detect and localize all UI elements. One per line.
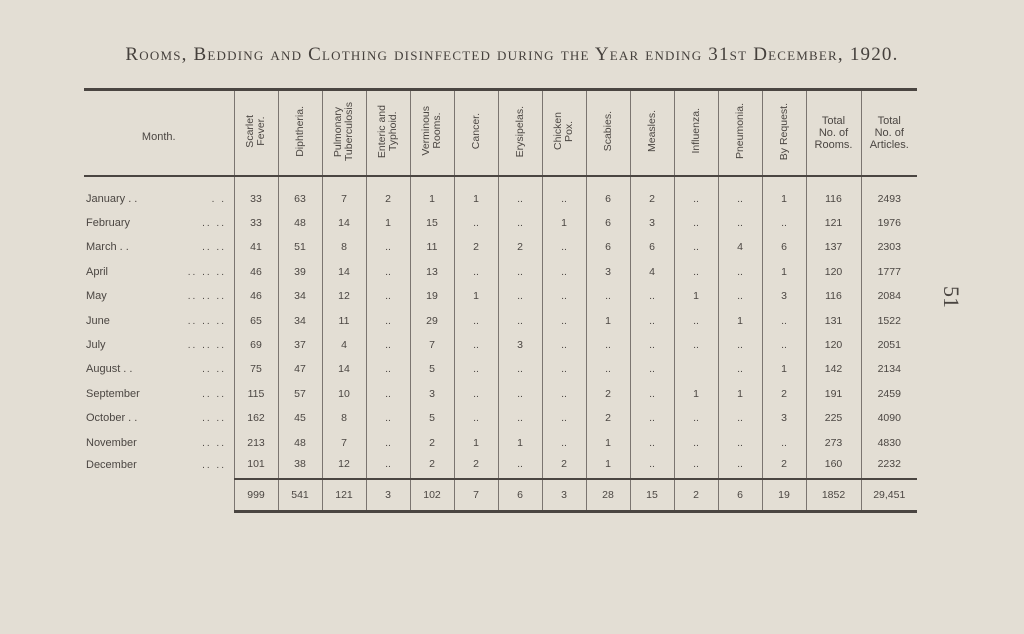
table-cell: 2 <box>586 382 630 406</box>
leader-dots: . . <box>211 193 226 205</box>
leader-dots: .. .. .. <box>187 266 226 278</box>
table-cell: .. <box>674 406 718 430</box>
table-cell: .. <box>718 357 762 381</box>
table-cell: 2 <box>410 455 454 479</box>
table-row <box>84 382 917 406</box>
table-cell: .. <box>674 187 718 211</box>
table-cell: 116 <box>806 187 861 211</box>
table-cell: 101 <box>234 455 278 479</box>
total-cell: 1852 <box>806 479 861 512</box>
month-cell <box>84 211 234 235</box>
month-name: August . . <box>86 363 133 376</box>
table-cell: 1976 <box>861 211 917 235</box>
table-cell: .. <box>366 406 410 430</box>
column-header-total-articles: Total No. of Articles. <box>861 90 917 176</box>
table-cell: .. <box>366 430 410 454</box>
table-cell: .. <box>630 357 674 381</box>
table-cell: 4 <box>322 333 366 357</box>
table-cell: .. <box>674 333 718 357</box>
table-cell: 1 <box>454 430 498 454</box>
table-cell: .. <box>630 430 674 454</box>
table-cell: 1522 <box>861 308 917 332</box>
table-cell: .. <box>674 308 718 332</box>
table-cell: 3 <box>630 211 674 235</box>
table-cell: 2232 <box>861 455 917 479</box>
table-cell: 7 <box>322 187 366 211</box>
table-cell: 213 <box>234 430 278 454</box>
table-cell: 1 <box>674 284 718 308</box>
column-header: Influenza. <box>674 90 718 176</box>
table-cell: .. <box>630 382 674 406</box>
table-cell: 3 <box>586 260 630 284</box>
month-name: March . . <box>86 241 129 254</box>
table-cell: .. <box>542 308 586 332</box>
table-cell: .. <box>542 333 586 357</box>
table-cell: 1 <box>762 187 806 211</box>
table-cell: 13 <box>410 260 454 284</box>
table-cell: 19 <box>410 284 454 308</box>
table-row <box>84 284 917 308</box>
table-cell: .. <box>498 406 542 430</box>
table-cell: .. <box>454 333 498 357</box>
table-cell: .. <box>718 455 762 479</box>
table-cell: .. <box>630 284 674 308</box>
table-cell: .. <box>366 308 410 332</box>
table-cell: .. <box>366 455 410 479</box>
table-cell: 2134 <box>861 357 917 381</box>
table-cell: 5 <box>410 357 454 381</box>
table-cell: .. <box>762 333 806 357</box>
table-cell: .. <box>762 430 806 454</box>
month-name: July <box>86 339 106 352</box>
table-row <box>84 406 917 430</box>
table-cell: .. <box>542 235 586 259</box>
table-cell: 39 <box>278 260 322 284</box>
table-cell: .. <box>454 406 498 430</box>
month-name: October . . <box>86 412 138 425</box>
table-cell: 46 <box>234 260 278 284</box>
column-header: Diphtheria. <box>278 90 322 176</box>
month-name: June <box>86 314 110 327</box>
table-cell: 48 <box>278 430 322 454</box>
table-cell: 2 <box>762 382 806 406</box>
table-cell: 6 <box>586 235 630 259</box>
table-cell: 2 <box>498 235 542 259</box>
table-cell: .. <box>454 211 498 235</box>
total-cell: 102 <box>410 479 454 512</box>
table-cell: 4830 <box>861 430 917 454</box>
month-name: May <box>86 290 107 303</box>
table-cell: .. <box>718 187 762 211</box>
total-cell: 2 <box>674 479 718 512</box>
table-cell: 142 <box>806 357 861 381</box>
total-cell: 999 <box>234 479 278 512</box>
table-cell: 8 <box>322 235 366 259</box>
table-cell: 2493 <box>861 187 917 211</box>
table-row <box>84 187 917 211</box>
page-title: Rooms, Bedding and Clothing disinfected during the Year ending 31st December, 1920. <box>125 44 899 65</box>
total-cell: 3 <box>542 479 586 512</box>
table-cell: .. <box>674 235 718 259</box>
table-cell: 5 <box>410 406 454 430</box>
table-cell: .. <box>542 260 586 284</box>
leader-dots: .. .. <box>202 413 226 425</box>
table-cell: .. <box>498 260 542 284</box>
column-header: Cancer. <box>454 90 498 176</box>
table-cell: 69 <box>234 333 278 357</box>
table-cell: 37 <box>278 333 322 357</box>
total-cell: 541 <box>278 479 322 512</box>
month-cell <box>84 284 234 308</box>
table-cell: 6 <box>630 235 674 259</box>
month-cell <box>84 430 234 454</box>
leader-dots: .. .. <box>202 364 226 376</box>
table-cell: 2 <box>586 406 630 430</box>
table-cell: 6 <box>586 187 630 211</box>
total-cell: 15 <box>630 479 674 512</box>
table-cell: .. <box>454 382 498 406</box>
table-cell: .. <box>454 260 498 284</box>
table-cell: 4090 <box>861 406 917 430</box>
table-cell: .. <box>498 211 542 235</box>
month-cell <box>84 455 234 479</box>
table-cell: 2459 <box>861 382 917 406</box>
table-cell: .. <box>366 235 410 259</box>
table-cell: .. <box>586 357 630 381</box>
table-cell: 45 <box>278 406 322 430</box>
table-cell: .. <box>718 211 762 235</box>
month-cell <box>84 260 234 284</box>
table-cell: .. <box>718 260 762 284</box>
table-cell: 1 <box>762 357 806 381</box>
leader-dots: .. .. <box>202 437 226 449</box>
table-cell: .. <box>674 455 718 479</box>
table-cell: 1 <box>410 187 454 211</box>
column-header: Measles. <box>630 90 674 176</box>
table-cell: 2 <box>630 187 674 211</box>
table-row <box>84 260 917 284</box>
table-row <box>84 430 917 454</box>
table-cell: 2 <box>410 430 454 454</box>
month-cell <box>84 235 234 259</box>
leader-dots: .. .. <box>202 242 226 254</box>
table-cell: .. <box>762 211 806 235</box>
table-row <box>84 357 917 381</box>
total-cell: 28 <box>586 479 630 512</box>
table-cell: 6 <box>762 235 806 259</box>
table-cell: 14 <box>322 260 366 284</box>
table-cell: .. <box>542 187 586 211</box>
table-cell: 160 <box>806 455 861 479</box>
column-header: Chicken Pox. <box>542 90 586 176</box>
column-header-month: Month. <box>84 90 234 176</box>
table-cell: .. <box>498 308 542 332</box>
table-cell: .. <box>454 357 498 381</box>
column-header: Scarlet Fever. <box>234 90 278 176</box>
table-cell: .. <box>498 284 542 308</box>
totals-label-cell <box>84 479 234 512</box>
table-cell: 65 <box>234 308 278 332</box>
column-header-total-rooms: Total No. of Rooms. <box>806 90 861 176</box>
table-cell: 7 <box>410 333 454 357</box>
month-cell <box>84 333 234 357</box>
table-cell: 15 <box>410 211 454 235</box>
table-cell: .. <box>630 455 674 479</box>
table-cell: .. <box>630 406 674 430</box>
table-cell: .. <box>718 284 762 308</box>
table-cell: 3 <box>762 406 806 430</box>
table-cell: 1 <box>454 187 498 211</box>
table-row <box>84 235 917 259</box>
table-cell: 3 <box>498 333 542 357</box>
table-cell: 12 <box>322 455 366 479</box>
table-cell: 2051 <box>861 333 917 357</box>
table-cell: 33 <box>234 211 278 235</box>
table-cell: .. <box>718 333 762 357</box>
column-header: Scabies. <box>586 90 630 176</box>
month-cell <box>84 187 234 211</box>
table-cell: 75 <box>234 357 278 381</box>
table-cell <box>674 357 718 381</box>
table-cell: 1 <box>454 284 498 308</box>
table-cell: 120 <box>806 333 861 357</box>
table-cell: .. <box>674 211 718 235</box>
leader-dots: .. .. <box>202 388 226 400</box>
total-cell: 6 <box>718 479 762 512</box>
table-cell: 1 <box>586 308 630 332</box>
table-cell: .. <box>366 333 410 357</box>
column-header: Enteric and Typhoid. <box>366 90 410 176</box>
table-cell: .. <box>366 382 410 406</box>
leader-dots: .. .. <box>202 459 226 471</box>
column-header: Pulmonary Tuberculosis <box>322 90 366 176</box>
table-cell: 34 <box>278 284 322 308</box>
table-row <box>84 308 917 332</box>
header-row <box>84 90 917 176</box>
column-header: Erysipelas. <box>498 90 542 176</box>
table-cell: 191 <box>806 382 861 406</box>
table-cell: 10 <box>322 382 366 406</box>
table-cell: 2 <box>542 455 586 479</box>
table-cell: .. <box>542 430 586 454</box>
month-name: November <box>86 436 137 449</box>
table-cell: 41 <box>234 235 278 259</box>
table-cell: .. <box>586 284 630 308</box>
table-cell: 2 <box>366 187 410 211</box>
table-cell: 6 <box>586 211 630 235</box>
total-cell: 19 <box>762 479 806 512</box>
page-number: 51 <box>939 286 964 308</box>
table-cell: 7 <box>322 430 366 454</box>
month-cell <box>84 357 234 381</box>
table-cell: .. <box>366 260 410 284</box>
table-cell: 4 <box>718 235 762 259</box>
table-cell: .. <box>674 260 718 284</box>
table-cell: .. <box>630 333 674 357</box>
table-cell: 11 <box>322 308 366 332</box>
table-cell: 2084 <box>861 284 917 308</box>
table-cell: .. <box>498 382 542 406</box>
table-cell: 47 <box>278 357 322 381</box>
table-cell: .. <box>542 357 586 381</box>
table-cell: 1 <box>674 382 718 406</box>
table-cell: .. <box>718 430 762 454</box>
month-cell <box>84 406 234 430</box>
table-cell: 63 <box>278 187 322 211</box>
leader-dots: .. .. <box>202 218 226 230</box>
table-cell: .. <box>542 406 586 430</box>
table-cell: .. <box>586 333 630 357</box>
table-cell: 2 <box>762 455 806 479</box>
table-cell: 1 <box>542 211 586 235</box>
total-cell: 3 <box>366 479 410 512</box>
table-cell: 46 <box>234 284 278 308</box>
table-cell: .. <box>718 406 762 430</box>
total-cell: 121 <box>322 479 366 512</box>
total-cell: 7 <box>454 479 498 512</box>
table-body <box>84 176 917 512</box>
table-row <box>84 455 917 479</box>
table-cell: 11 <box>410 235 454 259</box>
table-cell: 1 <box>366 211 410 235</box>
column-header: Verminous Rooms. <box>410 90 454 176</box>
month-name: September <box>86 387 140 400</box>
table-cell: 121 <box>806 211 861 235</box>
table-cell: 1 <box>586 430 630 454</box>
table-cell: 1 <box>718 382 762 406</box>
leader-dots: .. .. .. <box>187 291 226 303</box>
totals-row <box>84 479 917 512</box>
column-header: Pneumonia. <box>718 90 762 176</box>
total-cell: 29,451 <box>861 479 917 512</box>
table-cell: .. <box>366 357 410 381</box>
table-cell: 116 <box>806 284 861 308</box>
table-cell: 34 <box>278 308 322 332</box>
table-cell: 48 <box>278 211 322 235</box>
table-cell: 137 <box>806 235 861 259</box>
column-header: By Request. <box>762 90 806 176</box>
table-cell: .. <box>542 382 586 406</box>
month-name: April <box>86 265 109 278</box>
table-cell: 1 <box>762 260 806 284</box>
table-cell: 57 <box>278 382 322 406</box>
table-cell: 2303 <box>861 235 917 259</box>
table-cell: .. <box>762 308 806 332</box>
table-cell: 273 <box>806 430 861 454</box>
month-name: February <box>86 217 131 230</box>
table-cell: 162 <box>234 406 278 430</box>
table-cell: 38 <box>278 455 322 479</box>
month-cell <box>84 382 234 406</box>
table-cell: 14 <box>322 211 366 235</box>
table-cell: 14 <box>322 357 366 381</box>
table-cell: 115 <box>234 382 278 406</box>
table-cell: 3 <box>410 382 454 406</box>
table-cell: 3 <box>762 284 806 308</box>
table-row <box>84 211 917 235</box>
leader-dots: .. .. .. <box>187 315 226 327</box>
table-cell: .. <box>630 308 674 332</box>
table-cell: 4 <box>630 260 674 284</box>
month-cell <box>84 308 234 332</box>
table-cell: .. <box>498 187 542 211</box>
month-name: December <box>86 458 137 471</box>
table-cell: 33 <box>234 187 278 211</box>
table-cell: 225 <box>806 406 861 430</box>
table-cell: 51 <box>278 235 322 259</box>
month-name: January . . <box>86 192 138 205</box>
table-cell: 1 <box>718 308 762 332</box>
table-cell: 1777 <box>861 260 917 284</box>
table-row <box>84 333 917 357</box>
table-cell: 1 <box>498 430 542 454</box>
leader-dots: .. .. .. <box>187 340 226 352</box>
table-cell: 2 <box>454 235 498 259</box>
total-cell: 6 <box>498 479 542 512</box>
table-cell: .. <box>454 308 498 332</box>
table-cell: .. <box>674 430 718 454</box>
table-cell: .. <box>498 357 542 381</box>
table-cell: 8 <box>322 406 366 430</box>
table-cell: 12 <box>322 284 366 308</box>
disinfection-table <box>84 88 917 513</box>
table-cell: 29 <box>410 308 454 332</box>
table-cell: 1 <box>586 455 630 479</box>
table-cell: .. <box>542 284 586 308</box>
table-cell: .. <box>366 284 410 308</box>
table-cell: 131 <box>806 308 861 332</box>
table-cell: 2 <box>454 455 498 479</box>
table-cell: 120 <box>806 260 861 284</box>
table-cell: .. <box>498 455 542 479</box>
